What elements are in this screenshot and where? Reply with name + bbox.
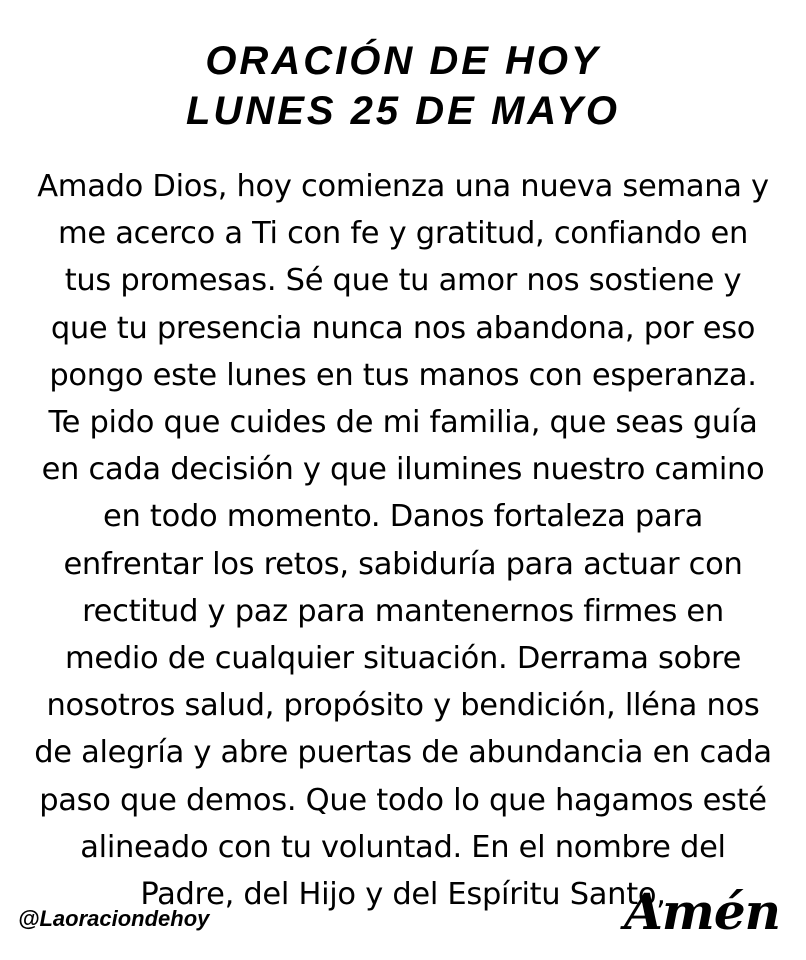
page-title	[0, 36, 806, 136]
title-line-1: ORACIÓN DE HOY	[205, 39, 601, 83]
prayer-line: en cada decisión y que ilumines nuestro camino	[41, 452, 765, 488]
social-handle: @Laoraciondehoy	[18, 906, 210, 931]
prayer-line: medio de cualquier situación. Derrama sobre	[64, 641, 742, 677]
prayer-line: Padre, del Hijo y del Espíritu Santo,	[140, 877, 666, 913]
prayer-line: enfrentar los retos, sabiduría para actuar con	[63, 546, 743, 582]
prayer-line: paso que demos. Que todo lo que hagamos esté	[39, 782, 767, 818]
title-line-2: LUNES 25 DE MAYO	[186, 89, 620, 133]
prayer-line: de alegría y abre puertas de abundancia en cada	[34, 735, 772, 771]
prayer-line: pongo este lunes en tus manos con esperanza.	[49, 357, 757, 393]
prayer-line: que tu presencia nunca nos abandona, por eso	[50, 310, 756, 346]
prayer-line: en todo momento. Danos fortaleza para	[103, 499, 703, 535]
prayer-line: Te pido que cuides de mi familia, que seas guía	[48, 405, 758, 441]
prayer-line: tus promesas. Sé que tu amor nos sostiene y	[64, 263, 742, 299]
prayer-line: Amado Dios, hoy comienza una nueva semana y	[37, 169, 769, 204]
prayer-line: me acerco a Ti con fe y gratitud, confiando en	[57, 216, 749, 252]
prayer-line: rectitud y paz para mantenernos firmes en	[82, 593, 724, 629]
amen-signature: Amén	[624, 882, 780, 941]
prayer-line: nosotros salud, propósito y bendición, lléna nos	[46, 688, 760, 724]
prayer-line: alineado con tu voluntad. En el nombre del	[80, 829, 726, 865]
prayer-text	[0, 163, 806, 918]
